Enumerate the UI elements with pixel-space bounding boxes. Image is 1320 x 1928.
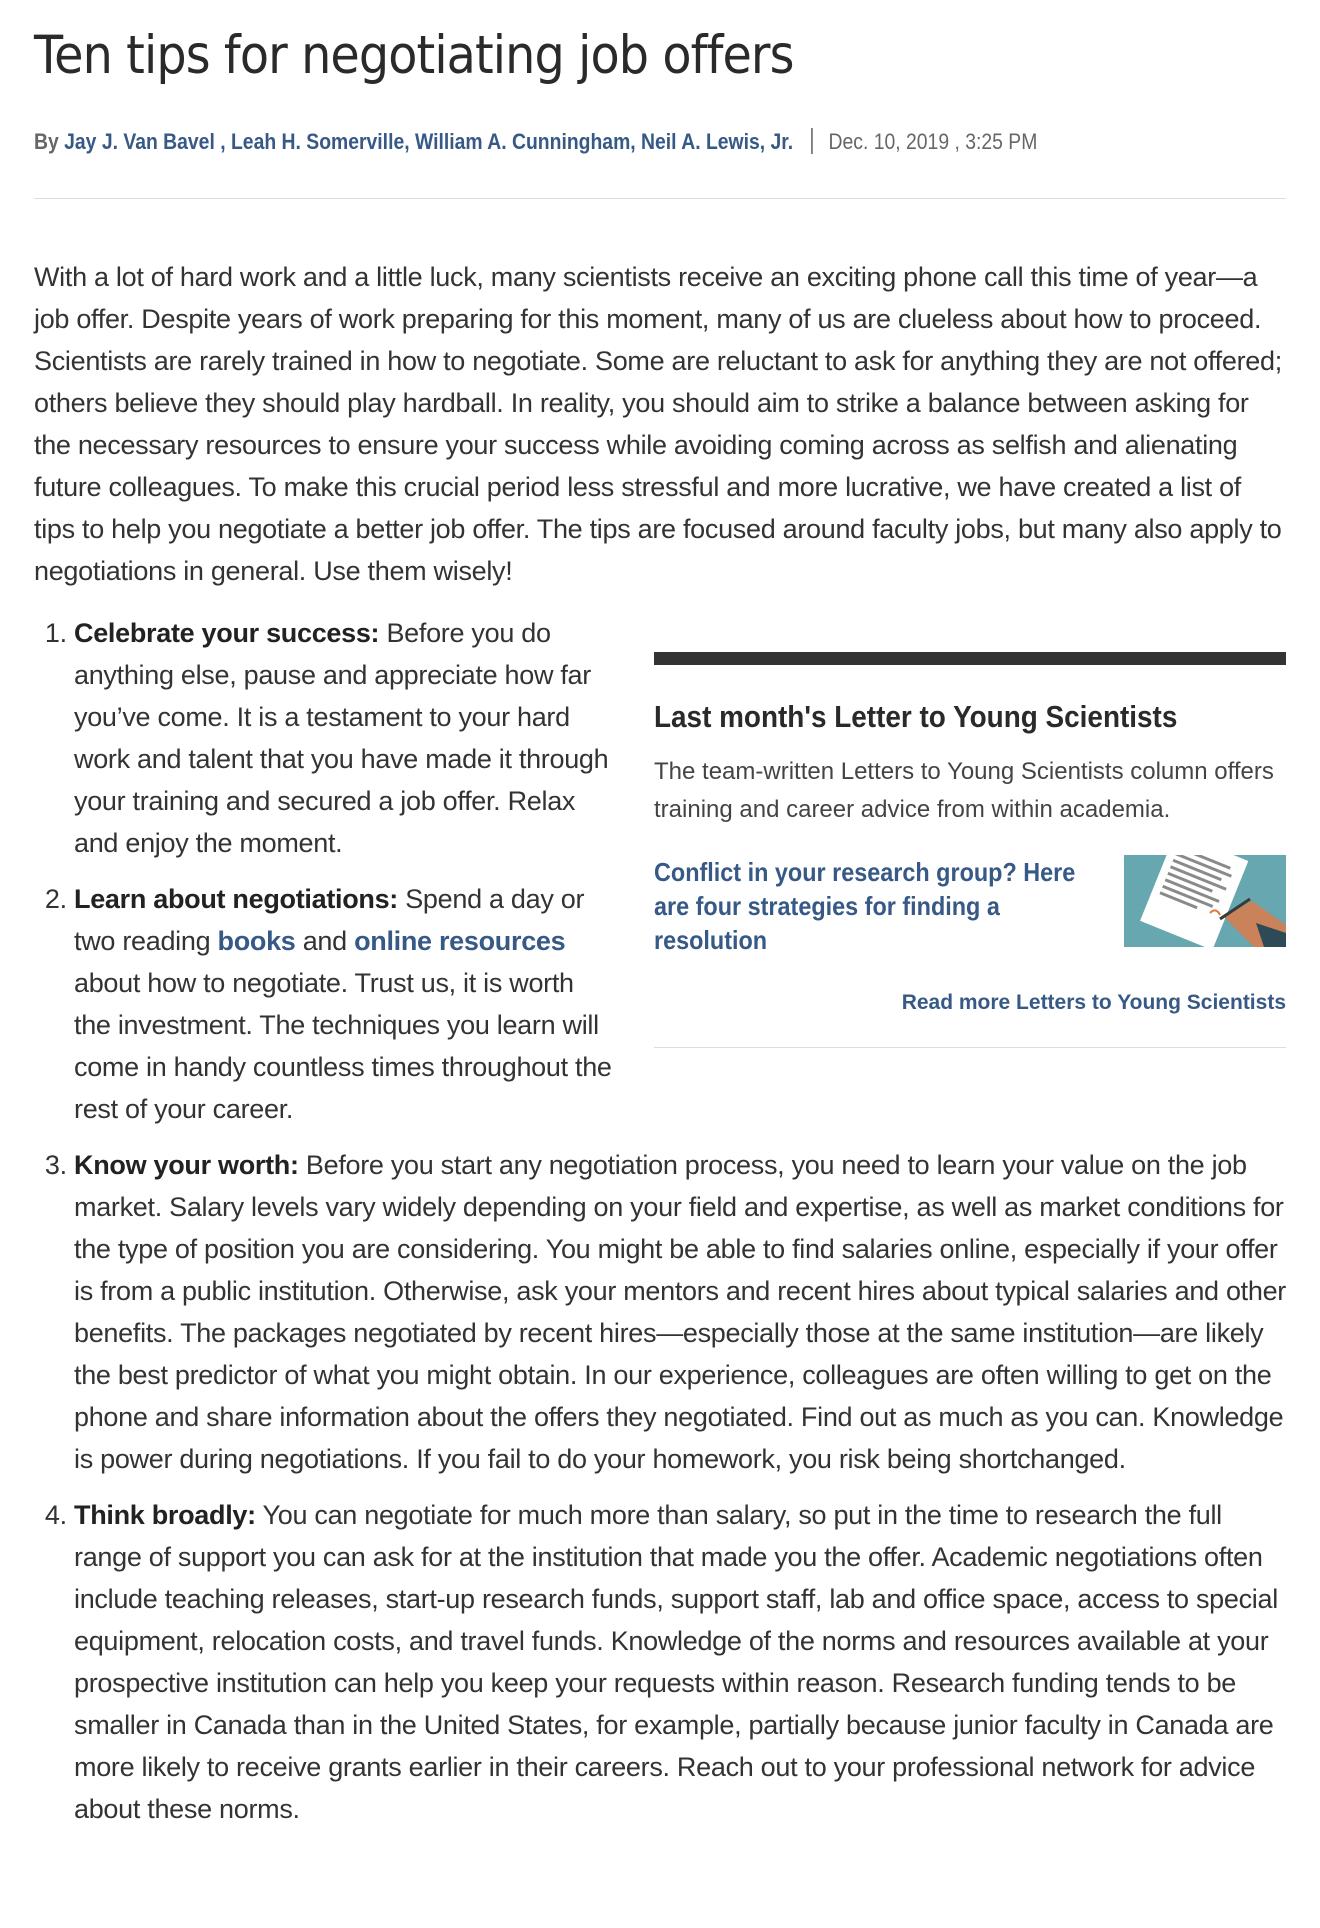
tip-text: about how to negotiate. Trust us, it is worth the investment. The techniques you learn will come in handy countless times throughout the rest of your career. [74,968,612,1124]
publish-date: Dec. 10, 2019 , 3:25 PM [828,129,1038,154]
sidebar-feature [654,855,1286,955]
document-signing-icon[interactable] [1124,855,1286,947]
tip-heading: Think broadly: [74,1500,256,1530]
feature-headline-link[interactable]: Conflict in your research group? Here are four strategies for finding a resolution [654,857,1076,955]
sidebar-description: The team-written Letters to Young Scientists column offers training and career advice from within academia. [654,758,1274,823]
author-link-cunningham[interactable]: William A. Cunningham, [414,129,636,154]
article-title: Ten tips for negotiating job offers [34,25,794,86]
tip-text: Before you do anything else, pause and appreciate how far you’ve come. It is a testament to your hard work and talent that you have made it through your training and secured a job offer. Relax and enjoy the moment. [74,618,609,858]
tip-text: Before you start any negotiation process, you need to learn your value on the job market. Salary levels vary widely depending on your field and expertise, as well as market conditions for the type of position you are considering. You might be able to find salaries online, especially if your offer is from a public institution. Otherwise, ask your mentors and recent hires about typical salaries and other benefits. The packages negotiated by recent hires—especially those at the same institution—are likely the best predictor of what you might obtain. In our experience, colleagues are often willing to get on the phone and share information about the offers they negotiated. Find out as much as you can. Knowledge is power during negotiations. If you fail to do your homework, you risk being shortchanged. [74,1150,1286,1474]
letters-sidebar [654,652,1286,1048]
byline-divider [811,128,813,154]
online-resources-link[interactable]: online resources [354,926,566,956]
read-more-link[interactable]: Read more Letters to Young Scientists [901,991,1286,1014]
intro-paragraph: With a lot of hard work and a little luck, many scientists receive an exciting phone call this time of year—a job offer. Despite years of work preparing for this moment, many of us are clueless about how to proceed. Scientists are rarely trained in how to negotiate. Some are reluctant to ask for anything they are not offered; others believe they should play hardball. In reality, you should aim to strike a balance between asking for the necessary resources to ensure your success while avoiding coming across as selfish and alienating future colleagues. To make this crucial period less stressful and more lucrative, we have created a list of tips to help you negotiate a better job offer. The tips are focused around faculty jobs, but many also apply to negotiations in general. Use them wisely! [34,262,1282,586]
tip-heading: Learn about negotiations: [74,884,399,914]
tip-item-3 [74,1144,1286,1480]
sidebar-title: Last month's Letter to Young Scientists [654,699,1178,734]
books-link[interactable]: books [217,926,296,956]
tip-heading: Know your worth: [74,1150,299,1180]
sidebar-bottom-divider [654,1047,1286,1048]
tip-text: and [295,926,355,956]
tips-list [34,612,1286,1830]
sidebar-top-bar [654,652,1286,665]
author-link-van-bavel[interactable]: Jay J. Van Bavel , [64,129,226,154]
byline-label: By [34,129,59,154]
author-link-lewis[interactable]: Neil A. Lewis, Jr. [641,129,794,154]
tip-item-4 [74,1494,1286,1830]
header-divider [34,198,1286,199]
tip-text: You can negotiate for much more than salary, so put in the time to research the full range of support you can ask for at the institution that made you the offer. Academic negotiations often include teaching releases, start-up research funds, support staff, lab and office space, access to special equipment, relocation costs, and travel funds. Knowledge of the norms and resources available at your prospective institution can help you keep your requests within reason. Research funding tends to be smaller in Canada than in the United States, for example, partially because junior faculty in Canada are more likely to receive grants earlier in their careers. Reach out to your professional network for advice about these norms. [74,1500,1278,1824]
author-link-somerville[interactable]: Leah H. Somerville, [230,129,410,154]
byline [34,128,1136,156]
tip-heading: Celebrate your success: [74,618,380,648]
tip-text: Spend a day or two reading [74,884,585,956]
